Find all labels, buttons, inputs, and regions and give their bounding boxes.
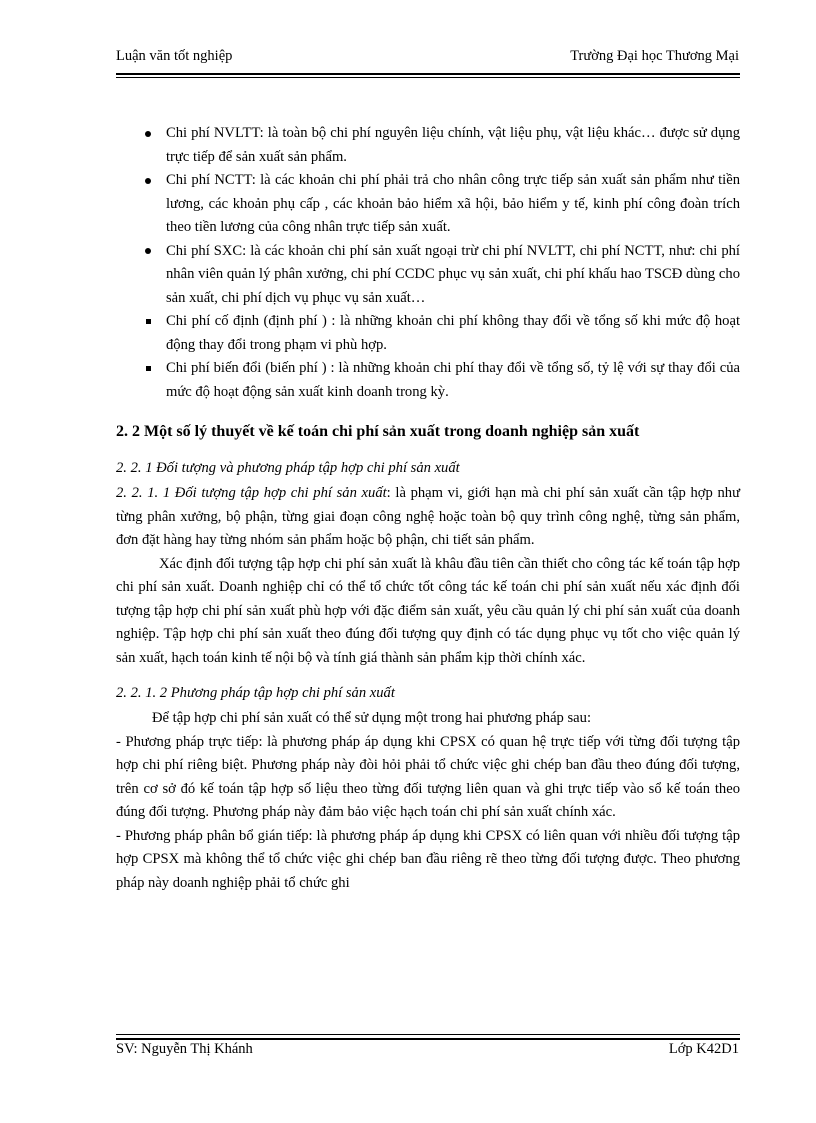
bullet-square-icon (141, 310, 155, 334)
list-item: Chi phí NVLTT: là toàn bộ chi phí nguyên liệu chính, vật liệu phụ, vật liệu khác… được sử dụng trực tiếp để sản xuất sản phẩm. (116, 122, 740, 169)
header-rule-thick (116, 73, 740, 75)
subsection-heading: 2. 2. 1 Đối tượng và phương pháp tập hợp chi phí sản xuất (116, 460, 460, 476)
paragraph-methods-intro: Để tập hợp chi phí sản xuất có thể sử dụng một trong hai phương pháp sau: (152, 710, 591, 726)
paragraph-cost-object-importance: Xác định đối tượng tập hợp chi phí sản xuất là khâu đầu tiên cần thiết cho công tác kế toán tập hợp chi phí sản xuất. Doanh nghiệp chỉ có thể tổ chức tốt công tác kế toán chi phí sản xuất nếu xác định đối tượng tập hợp chi phí sản xuất phù hợp với đặc điểm sản xuất, yêu cầu quản lý chi phí sản xuất của doanh nghiệp. Tập hợp chi phí sản xuất theo đúng đối tượng quy định có tác dụng phục vụ tốt cho việc quản lý sản xuất, hạch toán kinh tế nội bộ và tính giá thành sản phẩm kịp thời chính xác. (116, 555, 740, 666)
bullet-square-icon (141, 357, 155, 381)
cost-type-list (116, 122, 740, 404)
list-item: Chi phí SXC: là các khoản chi phí sản xuất ngoại trừ chi phí NVLTT, chi phí NCTT, như: chi phí nhân viên quản lý phân xưởng, chi phí CCDC phục vụ sản xuất, chi phí khấu hao TSCĐ dùng cho sản xuất, chi phí dịch vụ phục vụ sản xuất… (116, 240, 740, 311)
page-footer (116, 1041, 739, 1063)
section-heading: 2. 2 Một số lý thuyết về kế toán chi phí sản xuất trong doanh nghiệp sản xuất (116, 423, 640, 440)
paragraph-direct-method: - Phương pháp trực tiếp: là phương pháp áp dụng khi CPSX có quan hệ trực tiếp với từng đối tượng tập hợp chi phí riêng biệt. Phương pháp này đòi hỏi phải tổ chức việc ghi chép ban đầu theo đúng đối tượng, trên cơ sở đó kế toán tập hợp số liệu theo từng đối tượng liên quan và ghi trực tiếp vào sổ kế toán theo đúng đối tượng. Phương pháp này đảm bảo việc hạch toán chi phí sản xuất chính xác. (116, 733, 740, 820)
header-rule-thin (116, 77, 740, 78)
bullet-dot-icon (141, 122, 155, 146)
list-item: Chi phí biến đổi (biến phí ) : là những khoản chi phí thay đổi về tổng số, tỷ lệ với sự thay đổi của mức độ hoạt động sản xuất kinh doanh trong kỳ. (116, 357, 740, 404)
page-header (116, 48, 739, 70)
page-body (116, 122, 740, 895)
list-item: Chi phí NCTT: là các khoản chi phí phải trả cho nhân công trực tiếp sản xuất sản phẩm như tiền lương, các khoản phụ cấp , các khoản bảo hiểm xã hội, bảo hiểm y tế, kinh phí công đoàn trích theo tiền lương của công nhân trực tiếp sản xuất. (116, 169, 740, 240)
list-item: Chi phí cố định (định phí ) : là những khoản chi phí không thay đổi về tổng số khi mức độ hoạt động thay đổi trong phạm vi phù hợp. (116, 310, 740, 357)
footer-student-name: SV: Nguyễn Thị Khánh (116, 1041, 253, 1057)
header-thesis-label: Luận văn tốt nghiệp (116, 48, 233, 64)
footer-rule-thin (116, 1034, 740, 1035)
bullet-dot-icon (141, 169, 155, 193)
footer-class-code: Lớp K42D1 (668, 1041, 739, 1057)
paragraph-indirect-method: - Phương pháp phân bổ gián tiếp: là phương pháp áp dụng khi CPSX có liên quan với nhiều đối tượng tập hợp CPSX mà không thể tổ chức việc ghi chép ban đầu riêng rẽ theo từng đối tượng được. Theo phương pháp này doanh nghiệp phải tổ chức ghi (116, 827, 740, 891)
subsection-heading: 2. 2. 1. 2 Phương pháp tập hợp chi phí sản xuất (116, 685, 395, 701)
paragraph-cost-object: 2. 2. 1. 1 Đối tượng tập hợp chi phí sản xuất: là phạm vi, giới hạn mà chi phí sản xuất cần tập hợp như từng phân xưởng, bộ phận, từng giai đoạn công nghệ hoặc toàn bộ quy trình công nghệ, từng sản phẩm, đơn đặt hàng hay từng nhóm sản phẩm hoặc bộ phận, chi tiết sản phẩm. (116, 485, 740, 548)
header-university-name: Trường Đại học Thương Mại (570, 48, 739, 64)
paragraph-lead-term: 2. 2. 1. 1 Đối tượng tập hợp chi phí sản xuất (116, 485, 387, 501)
bullet-dot-icon (141, 240, 155, 264)
footer-rule-thick (116, 1038, 740, 1040)
